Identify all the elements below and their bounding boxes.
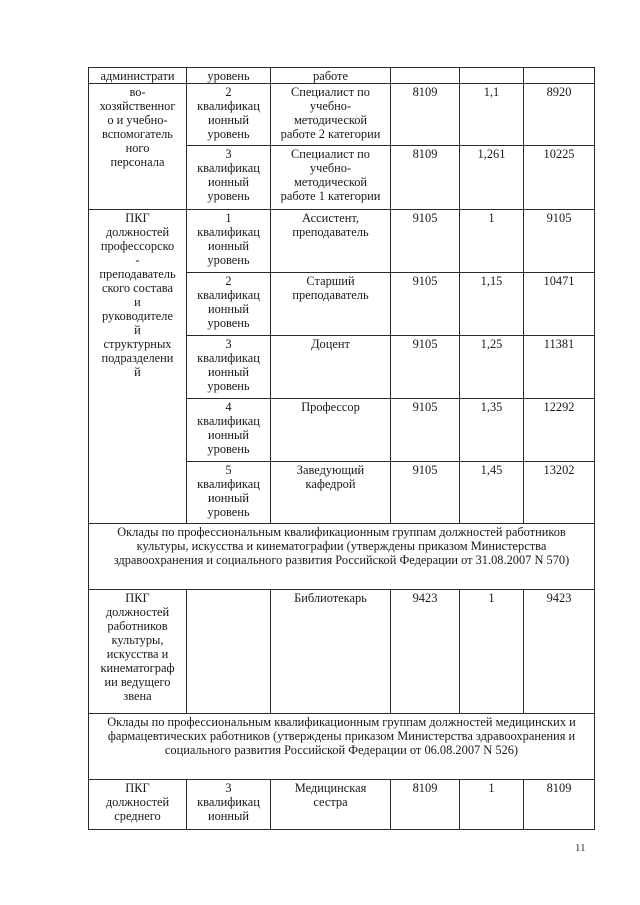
group-cell: администрати <box>89 68 187 84</box>
salary-cell: 9105 <box>391 273 460 336</box>
salary-table <box>88 67 595 830</box>
position-cell: работе <box>271 68 391 84</box>
page-number: 11 <box>575 842 586 854</box>
level-cell: 3 квалификац ионный уровень <box>187 336 271 399</box>
level-cell: 2 квалификац ионный уровень <box>187 84 271 146</box>
coef-cell: 1 <box>460 780 524 830</box>
coef-cell: 1,15 <box>460 273 524 336</box>
section-title-medical: Оклады по профессиональным квалификационным группам должностей медицинских и фармацевтических работников (утверждены приказом Министерства здравоохранения и социального развития Российской Федерации от 06.08.2007 N 526) <box>89 714 595 780</box>
level-cell: 1 квалификац ионный уровень <box>187 210 271 273</box>
salary-cell: 9423 <box>391 590 460 714</box>
salary-cell: 8109 <box>391 780 460 830</box>
level-cell: 2 квалификац ионный уровень <box>187 273 271 336</box>
total-cell <box>524 68 595 84</box>
position-cell: Медицинская сестра <box>271 780 391 830</box>
table-row <box>89 210 595 273</box>
position-cell: Заведующий кафедрой <box>271 462 391 524</box>
level-cell: 4 квалификац ионный уровень <box>187 399 271 462</box>
salary-cell: 9105 <box>391 462 460 524</box>
position-cell: Ассистент, преподаватель <box>271 210 391 273</box>
salary-cell: 8109 <box>391 146 460 210</box>
salary-cell <box>391 68 460 84</box>
position-cell: Доцент <box>271 336 391 399</box>
level-cell: 3 квалификац ионный <box>187 780 271 830</box>
coef-cell: 1,261 <box>460 146 524 210</box>
coef-cell: 1,25 <box>460 336 524 399</box>
section-header-row <box>89 524 595 590</box>
coef-cell: 1 <box>460 210 524 273</box>
position-cell: Старший преподаватель <box>271 273 391 336</box>
coef-cell: 1,45 <box>460 462 524 524</box>
table-row <box>89 68 595 84</box>
group-cell: ПКГ должностей профессорско - преподаватель ского состава и руководителе й структурных подразделени й <box>89 210 187 524</box>
level-cell: 3 квалификац ионный уровень <box>187 146 271 210</box>
total-cell: 11381 <box>524 336 595 399</box>
salary-cell: 8109 <box>391 84 460 146</box>
section-header-row <box>89 714 595 780</box>
position-cell: Специалист по учебно- методической работе 1 категории <box>271 146 391 210</box>
table-row <box>89 780 595 830</box>
coef-cell: 1 <box>460 590 524 714</box>
table-row <box>89 84 595 146</box>
total-cell: 8920 <box>524 84 595 146</box>
table-row <box>89 590 595 714</box>
total-cell: 13202 <box>524 462 595 524</box>
section-title-culture: Оклады по профессиональным квалификационным группам должностей работников культуры, искусства и кинематографии (утверждены приказом Министерства здравоохранения и социального развития Российской Федерации от 31.08.2007 N 570) <box>89 524 595 590</box>
coef-cell: 1,35 <box>460 399 524 462</box>
total-cell: 9423 <box>524 590 595 714</box>
salary-cell: 9105 <box>391 336 460 399</box>
total-cell: 10225 <box>524 146 595 210</box>
position-cell: Профессор <box>271 399 391 462</box>
coef-cell: 1,1 <box>460 84 524 146</box>
total-cell: 9105 <box>524 210 595 273</box>
level-cell: уровень <box>187 68 271 84</box>
total-cell: 12292 <box>524 399 595 462</box>
total-cell: 8109 <box>524 780 595 830</box>
total-cell: 10471 <box>524 273 595 336</box>
position-cell: Библиотекарь <box>271 590 391 714</box>
salary-cell: 9105 <box>391 210 460 273</box>
group-cell: ПКГ должностей среднего <box>89 780 187 830</box>
group-cell: во- хозяйственног о и учебно- вспомогатель ного персонала <box>89 84 187 210</box>
position-cell: Специалист по учебно- методической работе 2 категории <box>271 84 391 146</box>
group-cell: ПКГ должностей работников культуры, искусства и кинематограф ии ведущего звена <box>89 590 187 714</box>
coef-cell <box>460 68 524 84</box>
salary-cell: 9105 <box>391 399 460 462</box>
level-cell: 5 квалификац ионный уровень <box>187 462 271 524</box>
level-cell <box>187 590 271 714</box>
